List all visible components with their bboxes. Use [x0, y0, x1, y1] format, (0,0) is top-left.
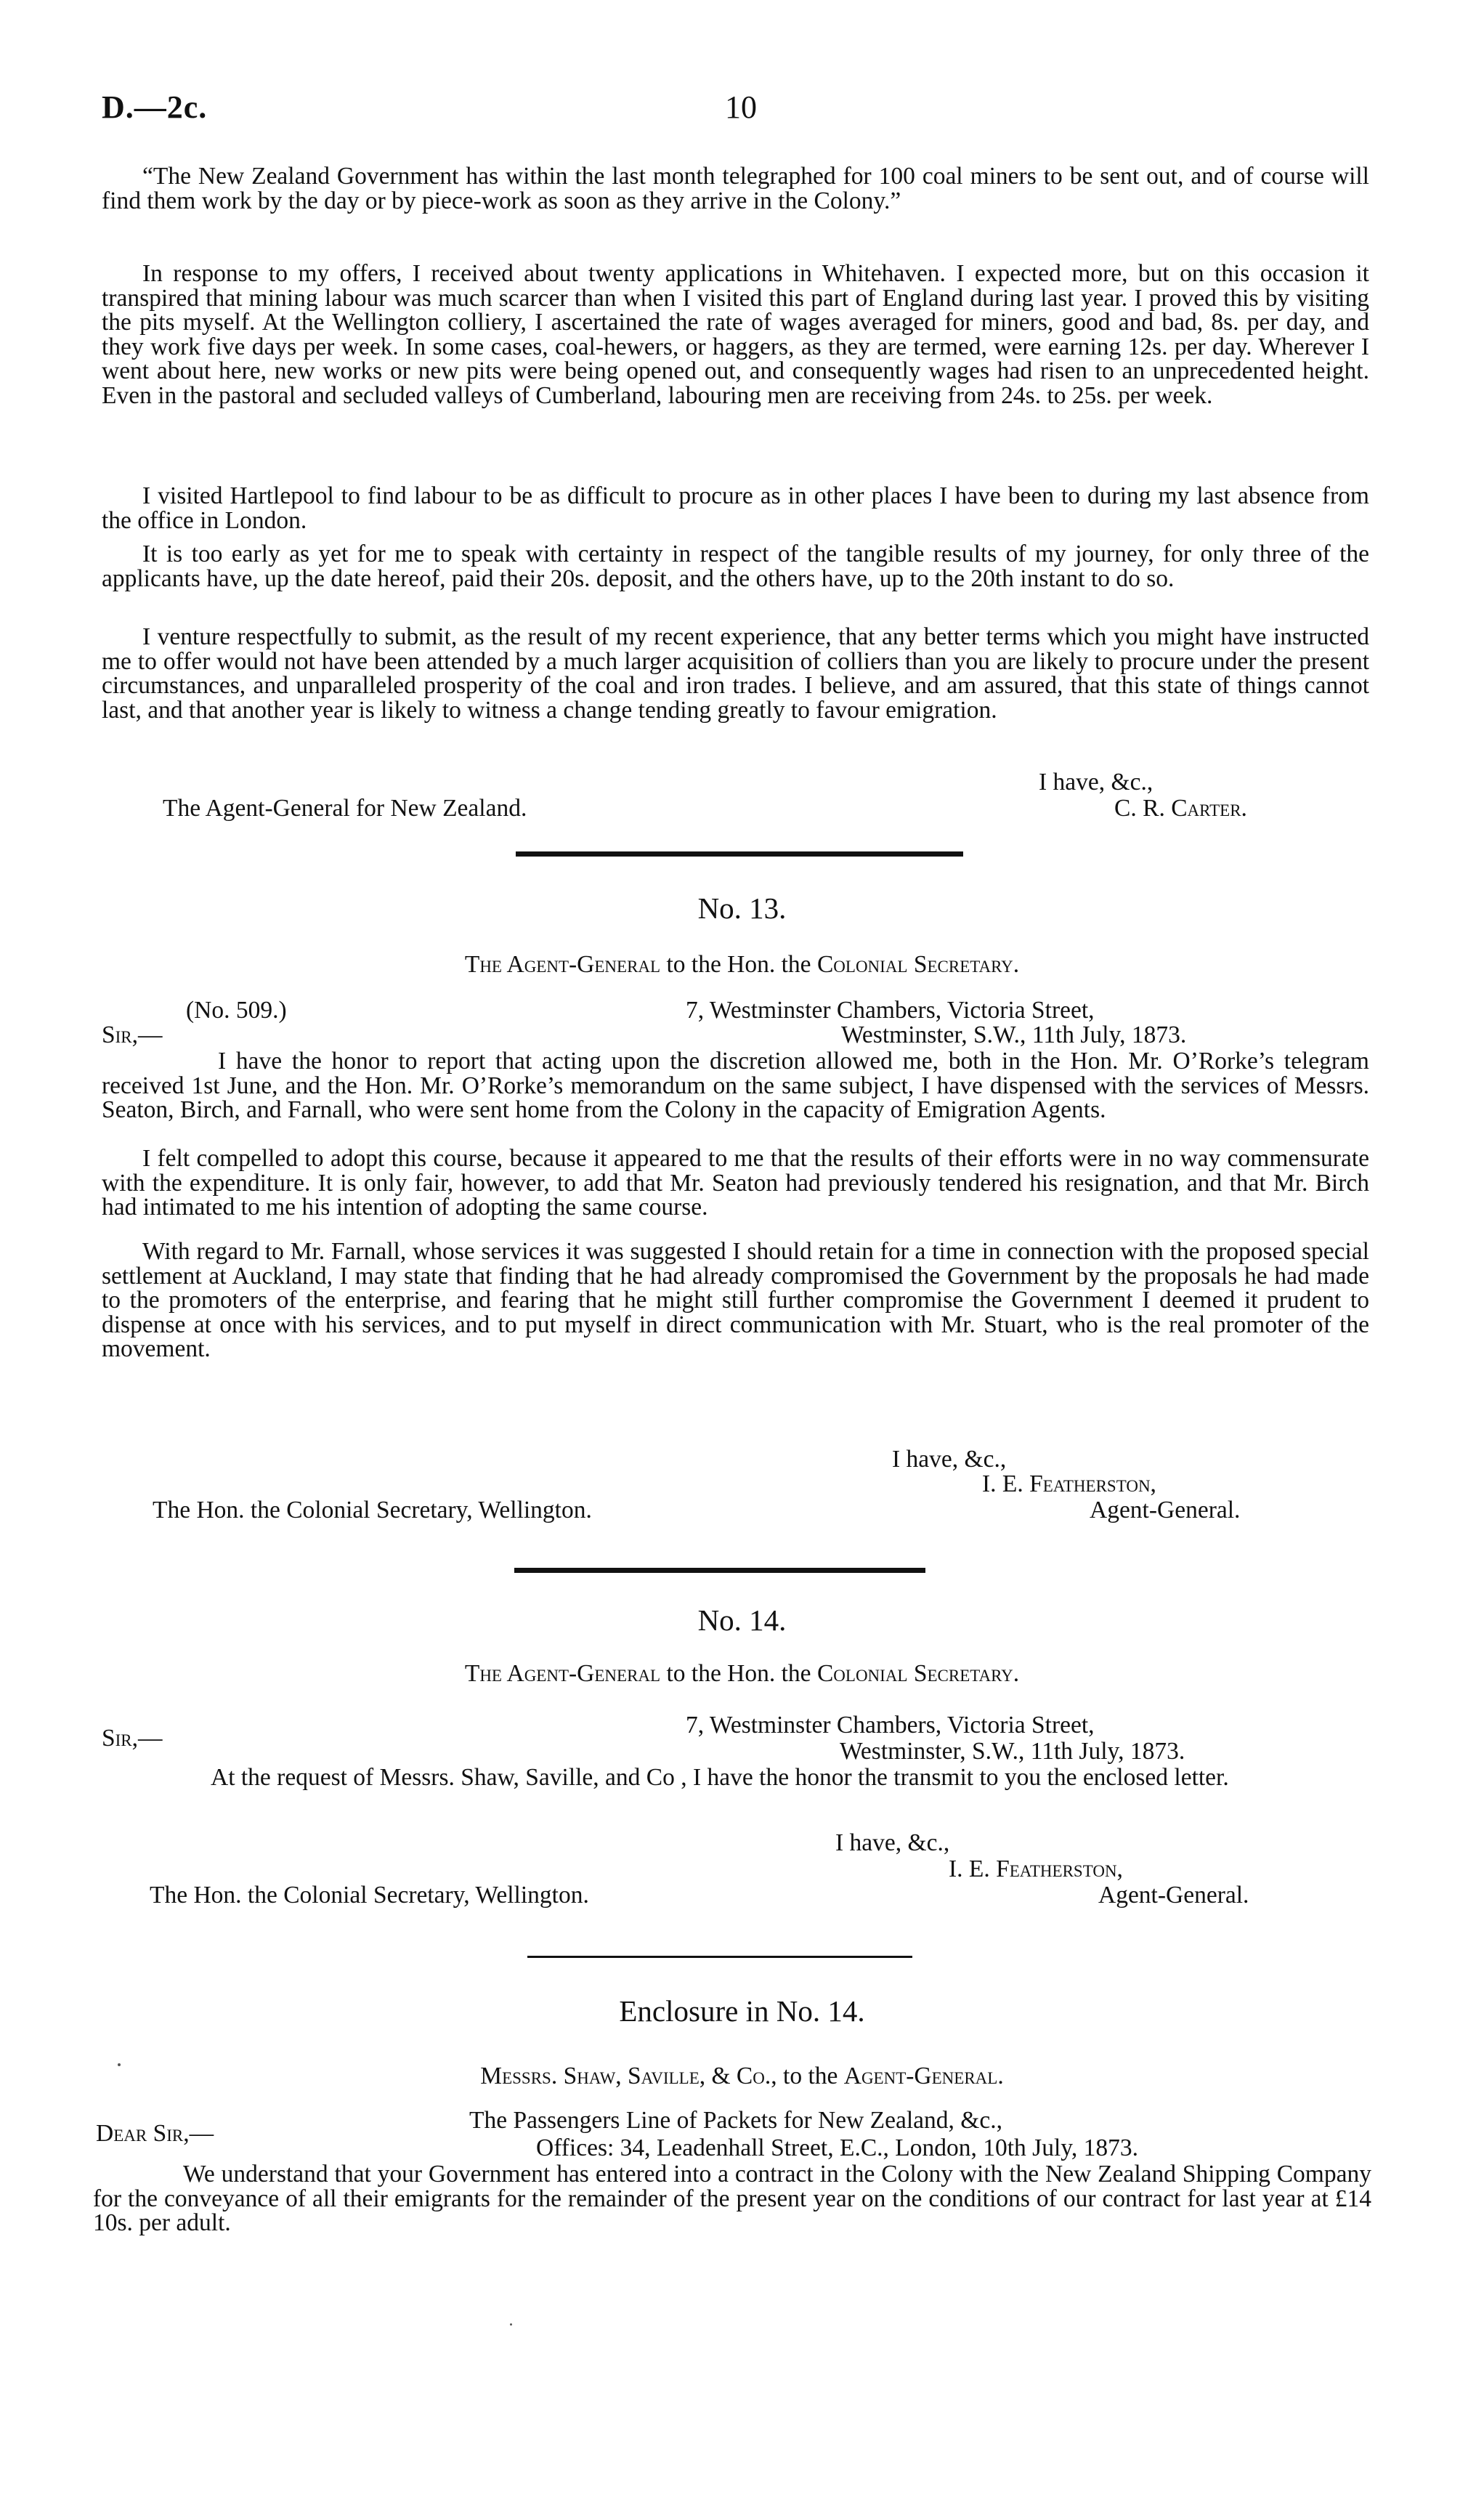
recipient: Colonial Secretary.	[816, 951, 1020, 978]
recipient: Agent-General.	[843, 2063, 1004, 2089]
sender: The Agent-General	[464, 951, 661, 978]
date-line: Westminster, S.W., 11th July, 1873.	[840, 1738, 1185, 1765]
paragraph: I venture respectfully to submit, as the result of my recent experience, that any better terms which you might have instructed me to offer would not have been attended by a much larger acquisition of colliers than you are likely to procure under the present circumstances, and unparalleled prosperity of the coal and iron trades. I believe, and am assured, that this state of things cannot last, and that another year is likely to witness a change tending greatly to favour emigration.	[102, 623, 1369, 724]
document-reference: D.—2c.	[102, 89, 208, 125]
address-line: 7, Westminster Chambers, Victoria Street,	[686, 1712, 1095, 1739]
closing: I have, &c.,	[892, 1446, 1007, 1473]
print-speck	[510, 2323, 512, 2326]
section-divider	[527, 1956, 912, 1958]
section-divider	[514, 1568, 925, 1573]
closing: I have, &c.,	[1039, 769, 1153, 796]
letter-number-heading: No. 13.	[697, 891, 787, 925]
signatory: C. R. Carter.	[1114, 795, 1247, 822]
recipient: Colonial Secretary.	[816, 1660, 1020, 1687]
subtitle-connector: to the	[777, 2063, 844, 2089]
sender: Messrs. Shaw, Saville, & Co.,	[480, 2063, 777, 2089]
signatory: I. E. Featherston,	[982, 1470, 1156, 1497]
page-number: 10	[725, 89, 757, 125]
addressee: The Agent-General for New Zealand.	[163, 795, 527, 822]
address-line: Offices: 34, Leadenhall Street, E.C., London, 10th July, 1873.	[536, 2134, 1138, 2161]
paragraph: With regard to Mr. Farnall, whose services it was suggested I should retain for a time in connection with the proposed special settlement at Auckland, I may state that finding that he had already compromised the Government by the proposals he had made to the promoters of the enterprise, and fearing that he might still further compromise the Government I deemed it prudent to dispense at once with his services, and to put myself in direct communication with Mr. Stuart, who is the real promoter of the movement.	[102, 1238, 1369, 1362]
paragraph: I have the honor to report that acting upon the discretion allowed me, both in the Hon. Mr. O’Rorke’s telegram received 1st June, and the Hon. Mr. O’Rorke’s memorandum on the same subject, I have dispensed with the services of Messrs. Seaton, Birch, and Farnall, who were sent home from the Colony in the capacity of Emigration Agents.	[102, 1048, 1369, 1123]
salutation: Dear Sir,—	[96, 2120, 214, 2147]
page-header	[102, 89, 1380, 132]
letter-number-heading: No. 14.	[697, 1603, 787, 1637]
address-line: 7, Westminster Chambers, Victoria Street,	[686, 997, 1095, 1024]
paragraph: In response to my offers, I received about twenty applications in Whitehaven. I expected more, but on this occasion it transpired that mining labour was much scarcer than when I visited this part of England during last year. I proved this by visiting the pits myself. At the Wellington colliery, I ascertained the rate of wages averaged for miners, good and bad, 8s. per day, and they work five days per week. In some cases, coal-hewers, or haggers, as they are termed, were earning 12s. per day. Wherever I went about here, new works or new pits were being opened out, and consequently wages had risen to an unprecedented height. Even in the pastoral and secluded valleys of Cumberland, labouring men are receiving from 24s. to 25s. per week.	[102, 260, 1369, 409]
salutation: Sir,—	[102, 1021, 163, 1048]
salutation: Sir,—	[102, 1725, 163, 1752]
signatory-title: Agent-General.	[1090, 1497, 1241, 1523]
addressee: The Hon. the Colonial Secretary, Wellington.	[150, 1882, 589, 1909]
subtitle-connector: to the Hon. the	[660, 951, 817, 978]
letter-subtitle	[0, 1658, 1484, 1690]
section-divider	[516, 851, 963, 857]
sender: The Agent-General	[464, 1660, 661, 1687]
enclosure-heading: Enclosure in No. 14.	[619, 1994, 865, 2028]
paragraph: I felt compelled to adopt this course, because it appeared to me that the results of their efforts were in no way commensurate with the expenditure. It is only fair, however, to add that Mr. Seaton had previously tendered his resignation, and that Mr. Birch had intimated to me his intention of adopting the same course.	[102, 1145, 1369, 1221]
letter-reference: (No. 509.)	[186, 997, 287, 1024]
date-line: Westminster, S.W., 11th July, 1873.	[841, 1021, 1187, 1048]
letter-subtitle	[0, 949, 1484, 981]
paragraph: It is too early as yet for me to speak with certainty in respect of the tangible results of my journey, for only three of the applicants have, up the date hereof, paid their 20s. deposit, and the others have, up to the 20th instant to do so.	[102, 541, 1369, 592]
paragraph: We understand that your Government has entered into a contract in the Colony with the New Zealand Shipping Company for the conveyance of all their emigrants for the remainder of the present year on the conditions of our contract for last year at £14 10s. per adult.	[93, 2161, 1371, 2236]
addressee: The Hon. the Colonial Secretary, Wellington.	[153, 1497, 592, 1523]
letter-subtitle	[0, 2060, 1484, 2092]
closing: I have, &c.,	[835, 1829, 950, 1856]
paragraph: “The New Zealand Government has within the last month telegraphed for 100 coal miners to be sent out, and of course will find them work by the day or by piece-work as soon as they arrive in the Colony.”	[102, 163, 1369, 214]
subtitle-connector: to the Hon. the	[660, 1660, 817, 1687]
paragraph: At the request of Messrs. Shaw, Saville, and Co , I have the honor the transmit to you the enclosed letter.	[211, 1764, 1229, 1791]
paragraph: I visited Hartlepool to find labour to be as difficult to procure as in other places I have been to during my last absence from the office in London.	[102, 482, 1369, 534]
letterhead: The Passengers Line of Packets for New Zealand, &c.,	[469, 2107, 1002, 2134]
signatory-title: Agent-General.	[1098, 1882, 1249, 1909]
signatory: I. E. Featherston,	[949, 1855, 1123, 1882]
